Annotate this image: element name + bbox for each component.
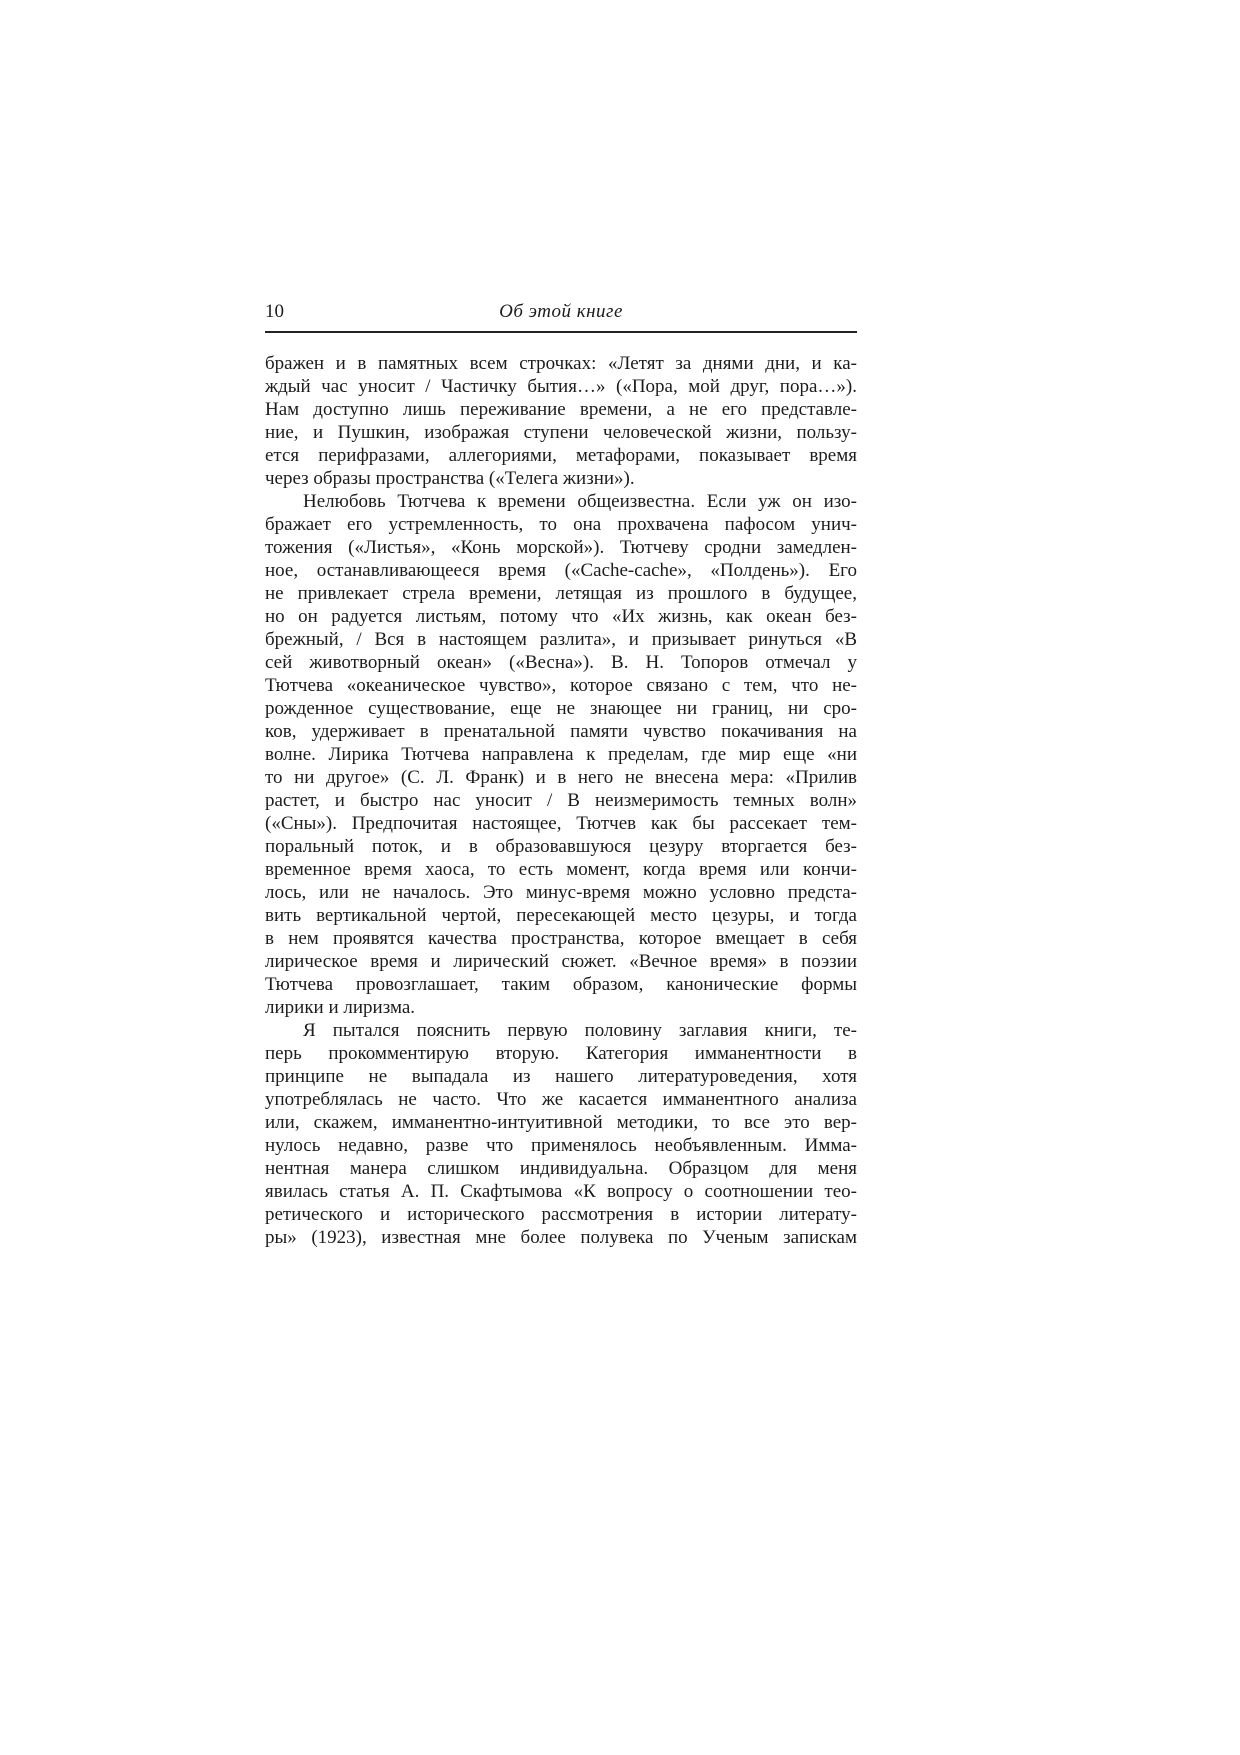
text-line: волне. Лирика Тютчева направлена к пределам, где мир еще «ни: [265, 744, 857, 765]
text-line: нентная манера слишком индивидуальна. Образцом для меня: [265, 1158, 857, 1179]
text-line: не привлекает стрела времени, летящая из прошлого в будущее,: [265, 583, 857, 604]
text-line: ретического и исторического рассмотрения в истории литерату-: [265, 1204, 857, 1225]
text-line: ное, останавливающееся время («Cache-cache», «Полдень»). Его: [265, 560, 857, 581]
book-page: [265, 300, 857, 1249]
text-line: то ни другое» (С. Л. Франк) и в него не внесена мера: «Прилив: [265, 767, 857, 788]
running-title: Об этой книге: [499, 301, 623, 322]
text-line: бражен и в памятных всем строчках: «Летят за днями дни, и ка-: [265, 353, 857, 374]
text-line: через образы пространства («Телега жизни»).: [265, 468, 635, 489]
text-line: перь прокомментирую вторую. Категория имманентности в: [265, 1043, 857, 1064]
text-line: ков, удерживает в пренатальной памяти чувство покачивания на: [265, 721, 857, 742]
text-line: растет, и быстро нас уносит / В неизмеримость темных волн»: [265, 790, 857, 811]
text-line: в нем проявятся качества пространства, которое вмещает в себя: [265, 928, 857, 949]
text-line: брежный, / Вся в настоящем разлита», и призывает ринуться «В: [265, 629, 857, 650]
text-line: рожденное существование, еще не знающее ни границ, ни сро-: [265, 698, 857, 719]
text-line: ется перифразами, аллегориями, метафорами, показывает время: [265, 445, 857, 466]
paragraph: [265, 1019, 857, 1249]
text-line: употреблялась не часто. Что же касается имманентного анализа: [265, 1089, 857, 1110]
text-line: лирики и лиризма.: [265, 997, 416, 1018]
text-line: ние, и Пушкин, изображая ступени человеческой жизни, пользу-: [265, 422, 857, 443]
text-line: Нелюбовь Тютчева к времени общеизвестна. Если уж он изо-: [303, 491, 857, 512]
text-line: Нам доступно лишь переживание времени, а не его представле-: [265, 399, 857, 420]
text-line: лирическое время и лирический сюжет. «Вечное время» в поэзии: [265, 951, 857, 972]
text-line: Я пытался пояснить первую половину заглавия книги, те-: [303, 1020, 857, 1041]
page-header: [265, 300, 857, 324]
text-line: временное время хаоса, то есть момент, когда время или кончи-: [265, 859, 857, 880]
text-line: Тютчева провозглашает, таким образом, канонические формы: [265, 974, 857, 995]
page-number: 10: [265, 301, 284, 322]
text-line: лось, или не началось. Это минус-время можно условно предста-: [265, 882, 857, 903]
text-block: [265, 352, 857, 1249]
header-rule: [265, 331, 857, 333]
text-line: вить вертикальной чертой, пересекающей место цезуры, и тогда: [265, 905, 857, 926]
text-line: но он радуется листьям, потому что «Их жизнь, как океан без-: [265, 606, 857, 627]
text-line: тожения («Листья», «Конь морской»). Тютчеву сродни замедлен-: [265, 537, 857, 558]
paragraph: [265, 490, 857, 1019]
text-line: Тютчева «океаническое чувство», которое связано с тем, что не-: [265, 675, 857, 696]
text-line: явилась статья А. П. Скафтымова «К вопросу о соотношении тео-: [265, 1181, 857, 1202]
paragraph: [265, 352, 857, 490]
text-line: («Сны»). Предпочитая настоящее, Тютчев как бы рассекает тем-: [265, 813, 857, 834]
text-line: ждый час уносит / Частичку бытия…» («Пора, мой друг, пора…»).: [265, 376, 857, 397]
text-line: сей животворный океан» («Весна»). В. Н. Топоров отмечал у: [265, 652, 857, 673]
text-line: ры» (1923), известная мне более полувека по Ученым запискам: [265, 1227, 857, 1248]
text-line: нулось недавно, разве что применялось необъявленным. Имма-: [265, 1135, 857, 1156]
text-line: принципе не выпадала из нашего литературоведения, хотя: [265, 1066, 857, 1087]
text-line: бражает его устремленность, то она прохвачена пафосом унич-: [265, 514, 857, 535]
text-line: поральный поток, и в образовавшуюся цезуру вторгается без-: [265, 836, 857, 857]
text-line: или, скажем, имманентно-интуитивной методики, то все это вер-: [265, 1112, 857, 1133]
